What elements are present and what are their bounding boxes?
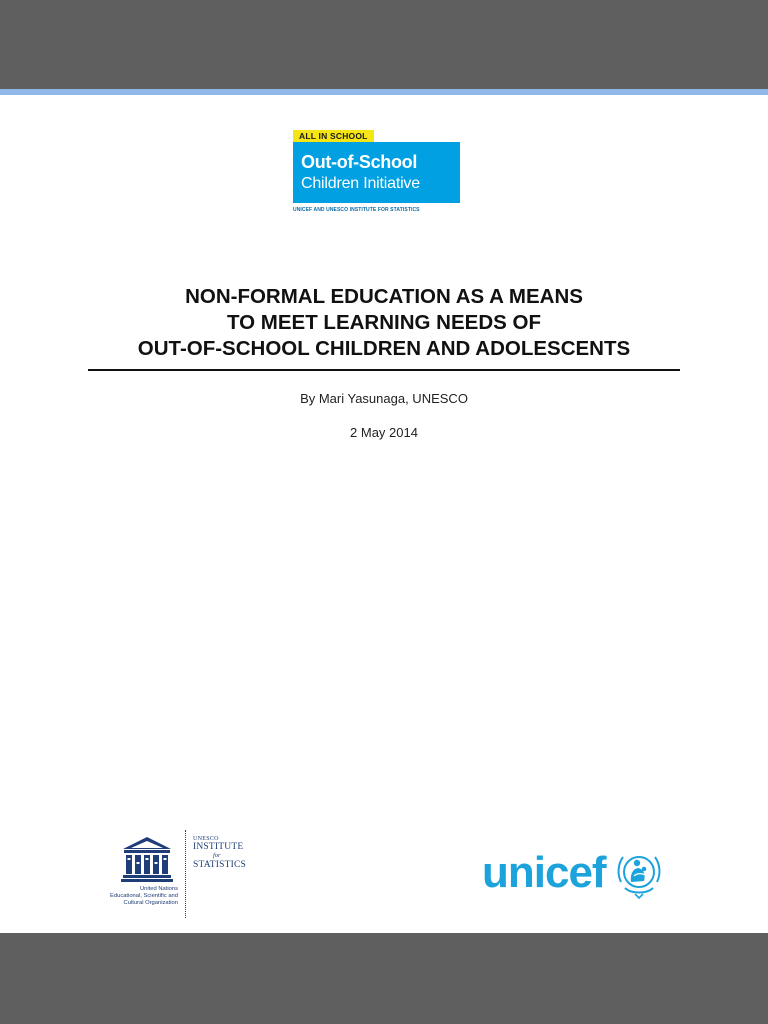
unesco-separator <box>185 830 186 918</box>
bottom-band <box>0 933 768 1024</box>
oos-line1: Out-of-School <box>301 152 418 172</box>
date-line: 2 May 2014 <box>350 425 418 440</box>
oos-line2: Children Initiative <box>301 175 420 192</box>
unesco-name-line2: Educational, Scientific and <box>110 893 178 899</box>
uis-for: for <box>213 852 221 859</box>
unesco-name-line3: Cultural Organization <box>123 900 178 906</box>
uis-institute: INSTITUTE <box>193 842 244 852</box>
uis-wordmark <box>193 836 246 870</box>
author-line: By Mari Yasunaga, UNESCO <box>300 391 468 406</box>
document-page <box>0 95 768 933</box>
unesco-name-line1: United Nations <box>139 886 178 892</box>
unesco-uis-logo <box>96 828 256 920</box>
oos-subtitle: UNICEF AND UNESCO INSTITUTE FOR STATISTICS <box>293 207 420 213</box>
unicef-wordmark: unicef <box>482 848 606 897</box>
unesco-temple-icon <box>121 836 173 882</box>
oos-tag: ALL IN SCHOOL <box>293 130 374 142</box>
unicef-logo <box>482 846 672 902</box>
out-of-school-logo <box>293 130 463 215</box>
title-line3: OUT-OF-SCHOOL CHILDREN AND ADOLESCENTS <box>137 337 631 360</box>
document-title <box>60 284 708 362</box>
unicef-emblem-icon <box>613 848 665 900</box>
title-line2: TO MEET LEARNING NEEDS OF <box>227 311 541 334</box>
title-rule <box>88 369 680 371</box>
uis-unesco: UNESCO <box>193 836 219 842</box>
unesco-name <box>96 886 178 907</box>
oos-box <box>293 142 460 203</box>
top-band <box>0 0 768 89</box>
title-line1: NON-FORMAL EDUCATION AS A MEANS <box>185 285 583 308</box>
uis-statistics: STATISTICS <box>193 860 246 870</box>
